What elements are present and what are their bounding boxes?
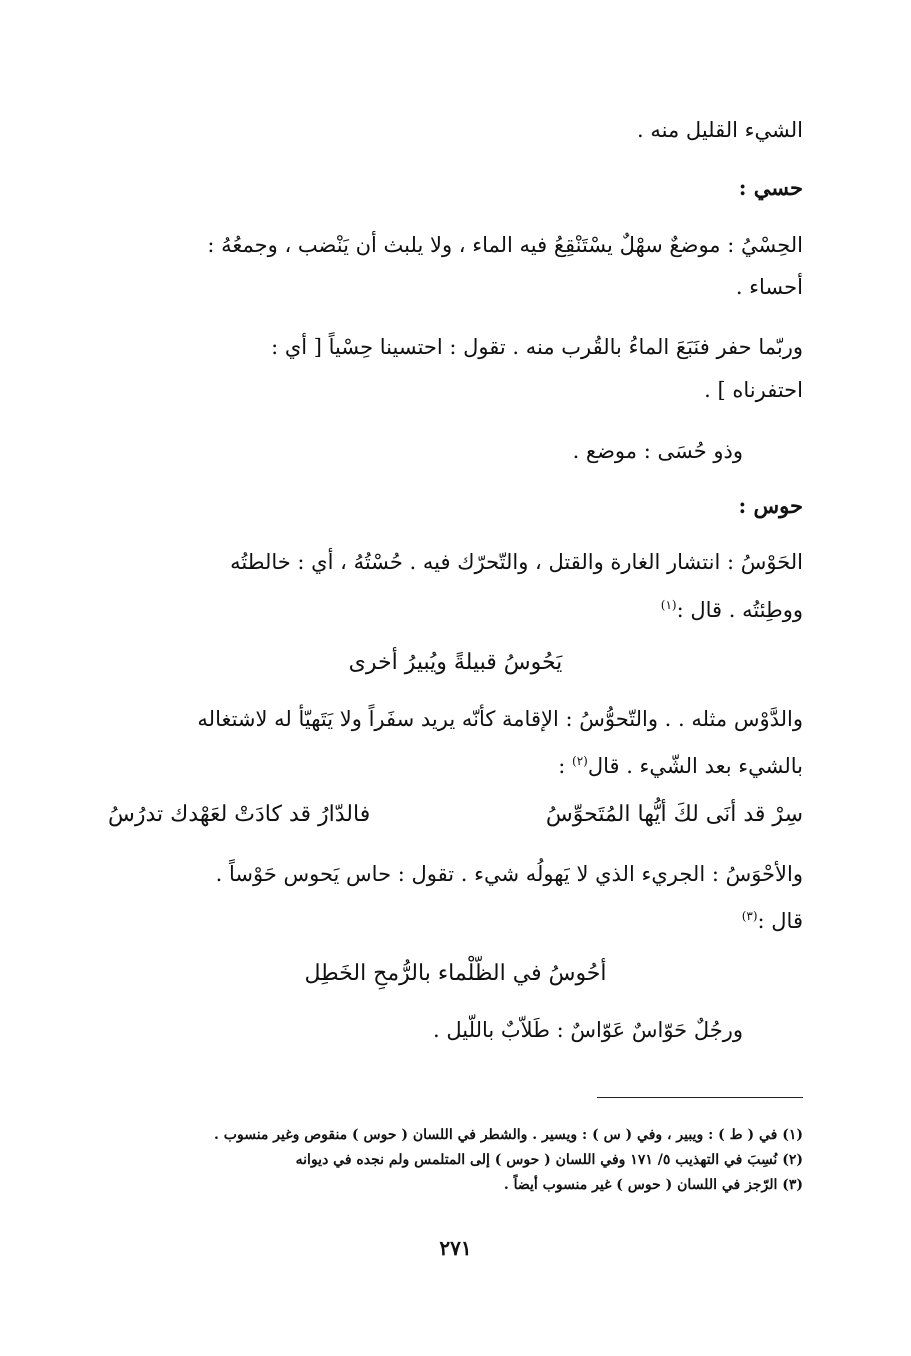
text-line: الحَوْسُ : انتشار الغارة والقتل ، والتّحرّك فيه . حُسْتُهُ ، أي : خالطتُه: [230, 550, 803, 574]
footnote: (٣) الرّجز في اللسان ( حوس ) غير منسوب أيضاً .: [503, 1177, 803, 1193]
text-line: [742, 900, 803, 937]
text-run: ووطِئتُه . قال :: [676, 598, 803, 622]
text-line: والدَّوْس مثله . . والتّحوُّسُ : الإقامة كأنّه يريد سفَراً ولا يَتَهيّأ له لاشتغاله: [197, 707, 803, 731]
footnote-divider: [597, 1097, 803, 1098]
text-line: والأحْوَسُ : الجريء الذي لا يَهولُه شيء . تقول : حاس يَحوس حَوْساً .: [215, 862, 803, 886]
text-line: وربّما حفر فنَبَعَ الماءُ بالقُرب منه . تقول : احتسينا حِسْياً [ أي :: [271, 335, 803, 359]
text-line: الشيء القليل منه .: [637, 118, 803, 142]
footnote: (٢) نُسِبَ في التهذيب ٥/ ١٧١ وفي اللسان ( حوس ) إلى المتلمس ولم نجده في ديوانه: [295, 1152, 803, 1168]
verse-hemistich-left: فالدّارُ قد كادَتْ لعَهْدك تدرُسُ: [108, 802, 371, 827]
text-run: بالشيء بعد الشّيء . قال: [587, 754, 803, 778]
text-line: بالشيء بعد الشّيء . قال$^{(٢)}$ :: [558, 754, 803, 778]
footnote-ref: (١): [660, 598, 677, 612]
text-line: وذو حُسَى : موضع .: [572, 439, 743, 463]
verse-line: أحُوسُ في الظّلْماء بالرُّمحِ الخَطِل: [304, 961, 607, 986]
page-number: ٢٧١: [439, 1236, 472, 1260]
footnote-ref: (٣): [741, 909, 758, 923]
text-line: احتفرناه ] .: [704, 378, 803, 402]
text-line: [661, 589, 803, 626]
verse-line: يَحُوسُ قبيلةً ويُبيرُ أخرى: [348, 650, 563, 675]
entry-heading-hasy: حسي :: [738, 175, 803, 200]
text-line: أحساء .: [735, 275, 803, 299]
text-line: ورجُلٌ حَوّاسٌ عَوّاسٌ : طَلاّبٌ باللّيل .: [433, 1018, 743, 1042]
verse-hemistich-right: سِرْ قد أنَى لكَ أيُّها المُتَحوِّسُ: [545, 802, 803, 827]
footnote: (١) في ( ط ) : ويبير ، وفي ( س ) : ويسير . والشطر في اللسان ( حوس ) منقوص وغير منسوب .: [214, 1127, 803, 1143]
entry-heading-hawas: حوس :: [738, 493, 803, 518]
text-line: الحِسْيُ : موضعٌ سهْلٌ يسْتَنْقِعُ فيه الماء ، ولا يلبث أن يَنْضب ، وجمعُهُ :: [207, 233, 803, 257]
text-run: قال :: [757, 909, 803, 933]
footnote-ref: (٢): [572, 754, 588, 768]
